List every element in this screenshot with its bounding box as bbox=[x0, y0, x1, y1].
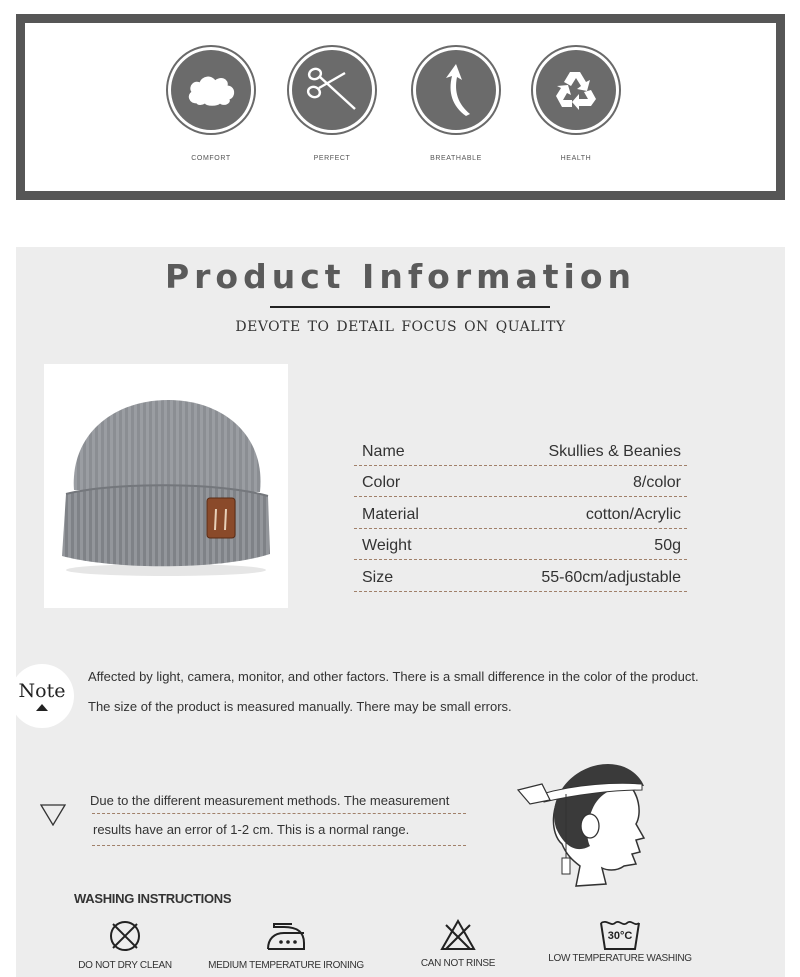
wash-30-icon bbox=[599, 919, 641, 951]
measurement-note-line: results have an error of 1-2 cm. This is a normal range. bbox=[93, 822, 410, 837]
wash-label: LOW TEMPERATURE WASHING bbox=[548, 953, 692, 964]
spec-value: 50g bbox=[654, 537, 681, 554]
cloud-icon bbox=[185, 73, 237, 107]
spec-value: 55-60cm/adjustable bbox=[541, 568, 681, 586]
dashed-divider bbox=[92, 845, 466, 846]
spec-label: Color bbox=[362, 474, 401, 491]
note-line: Affected by light, camera, monitor, and other factors. There is a small difference in the color of the product. bbox=[88, 669, 699, 684]
wash-item-ironing bbox=[206, 919, 366, 971]
measurement-note-line: Due to the different measurement methods. The measurement bbox=[90, 793, 450, 808]
beanie-image bbox=[44, 364, 288, 608]
spec-row-name bbox=[354, 434, 687, 466]
spec-label: Name bbox=[362, 442, 405, 460]
spec-row-material bbox=[354, 497, 687, 529]
product-photo bbox=[44, 364, 288, 608]
feature-comfort bbox=[163, 45, 259, 162]
spec-row-size bbox=[354, 560, 687, 592]
section-title: Product Information bbox=[164, 257, 637, 296]
head-measurement-illustration bbox=[516, 754, 656, 894]
wash-label: CAN NOT RINSE bbox=[420, 958, 496, 969]
wash-item-no-dry-clean bbox=[70, 919, 180, 971]
no-rinse-icon bbox=[440, 919, 476, 951]
triangle-down-icon bbox=[40, 804, 66, 826]
washing-heading: WASHING INSTRUCTIONS bbox=[74, 891, 232, 906]
wash-label: MEDIUM TEMPERATURE IRONING bbox=[208, 960, 364, 971]
triangle-up-icon bbox=[36, 704, 48, 711]
note-line: The size of the product is measured manually. There may be small errors. bbox=[88, 699, 512, 714]
feature-label: COMFORT bbox=[191, 155, 231, 162]
spec-value: Skullies & Beanies bbox=[548, 442, 681, 460]
iron-icon bbox=[264, 919, 308, 953]
recycle-icon bbox=[553, 68, 599, 112]
spec-row-weight bbox=[354, 529, 687, 561]
wash-label: DO NOT DRY CLEAN bbox=[78, 960, 172, 971]
spec-label: Material bbox=[362, 505, 419, 523]
wash-item-no-rinse bbox=[408, 919, 508, 969]
no-dry-clean-icon bbox=[108, 919, 142, 953]
note-badge bbox=[10, 664, 74, 728]
wash-item-low-temp-wash bbox=[540, 919, 700, 964]
spec-table bbox=[354, 434, 687, 592]
product-info-panel bbox=[16, 247, 785, 977]
note-badge-label: Note bbox=[18, 680, 66, 702]
curved-arrow-icon bbox=[436, 62, 476, 118]
wash-temp-label: 30°C bbox=[607, 930, 633, 942]
scissors-icon bbox=[305, 65, 359, 115]
spec-value: cotton/Acrylic bbox=[585, 505, 681, 523]
spec-label: Size bbox=[362, 568, 394, 586]
dashed-divider bbox=[92, 813, 466, 814]
spec-label: Weight bbox=[362, 537, 412, 554]
spec-row-color bbox=[354, 466, 687, 498]
feature-label: PERFECT bbox=[313, 155, 351, 162]
feature-breathable bbox=[408, 45, 504, 162]
section-subtitle: DEVOTE TO DETAIL FOCUS ON QUALITY bbox=[235, 319, 566, 335]
feature-health bbox=[528, 45, 624, 162]
feature-perfect bbox=[284, 45, 380, 162]
feature-label: HEALTH bbox=[560, 155, 592, 162]
spec-value: 8/color bbox=[632, 474, 681, 491]
features-banner bbox=[16, 14, 785, 200]
feature-label: BREATHABLE bbox=[430, 155, 482, 162]
title-divider bbox=[270, 306, 550, 308]
